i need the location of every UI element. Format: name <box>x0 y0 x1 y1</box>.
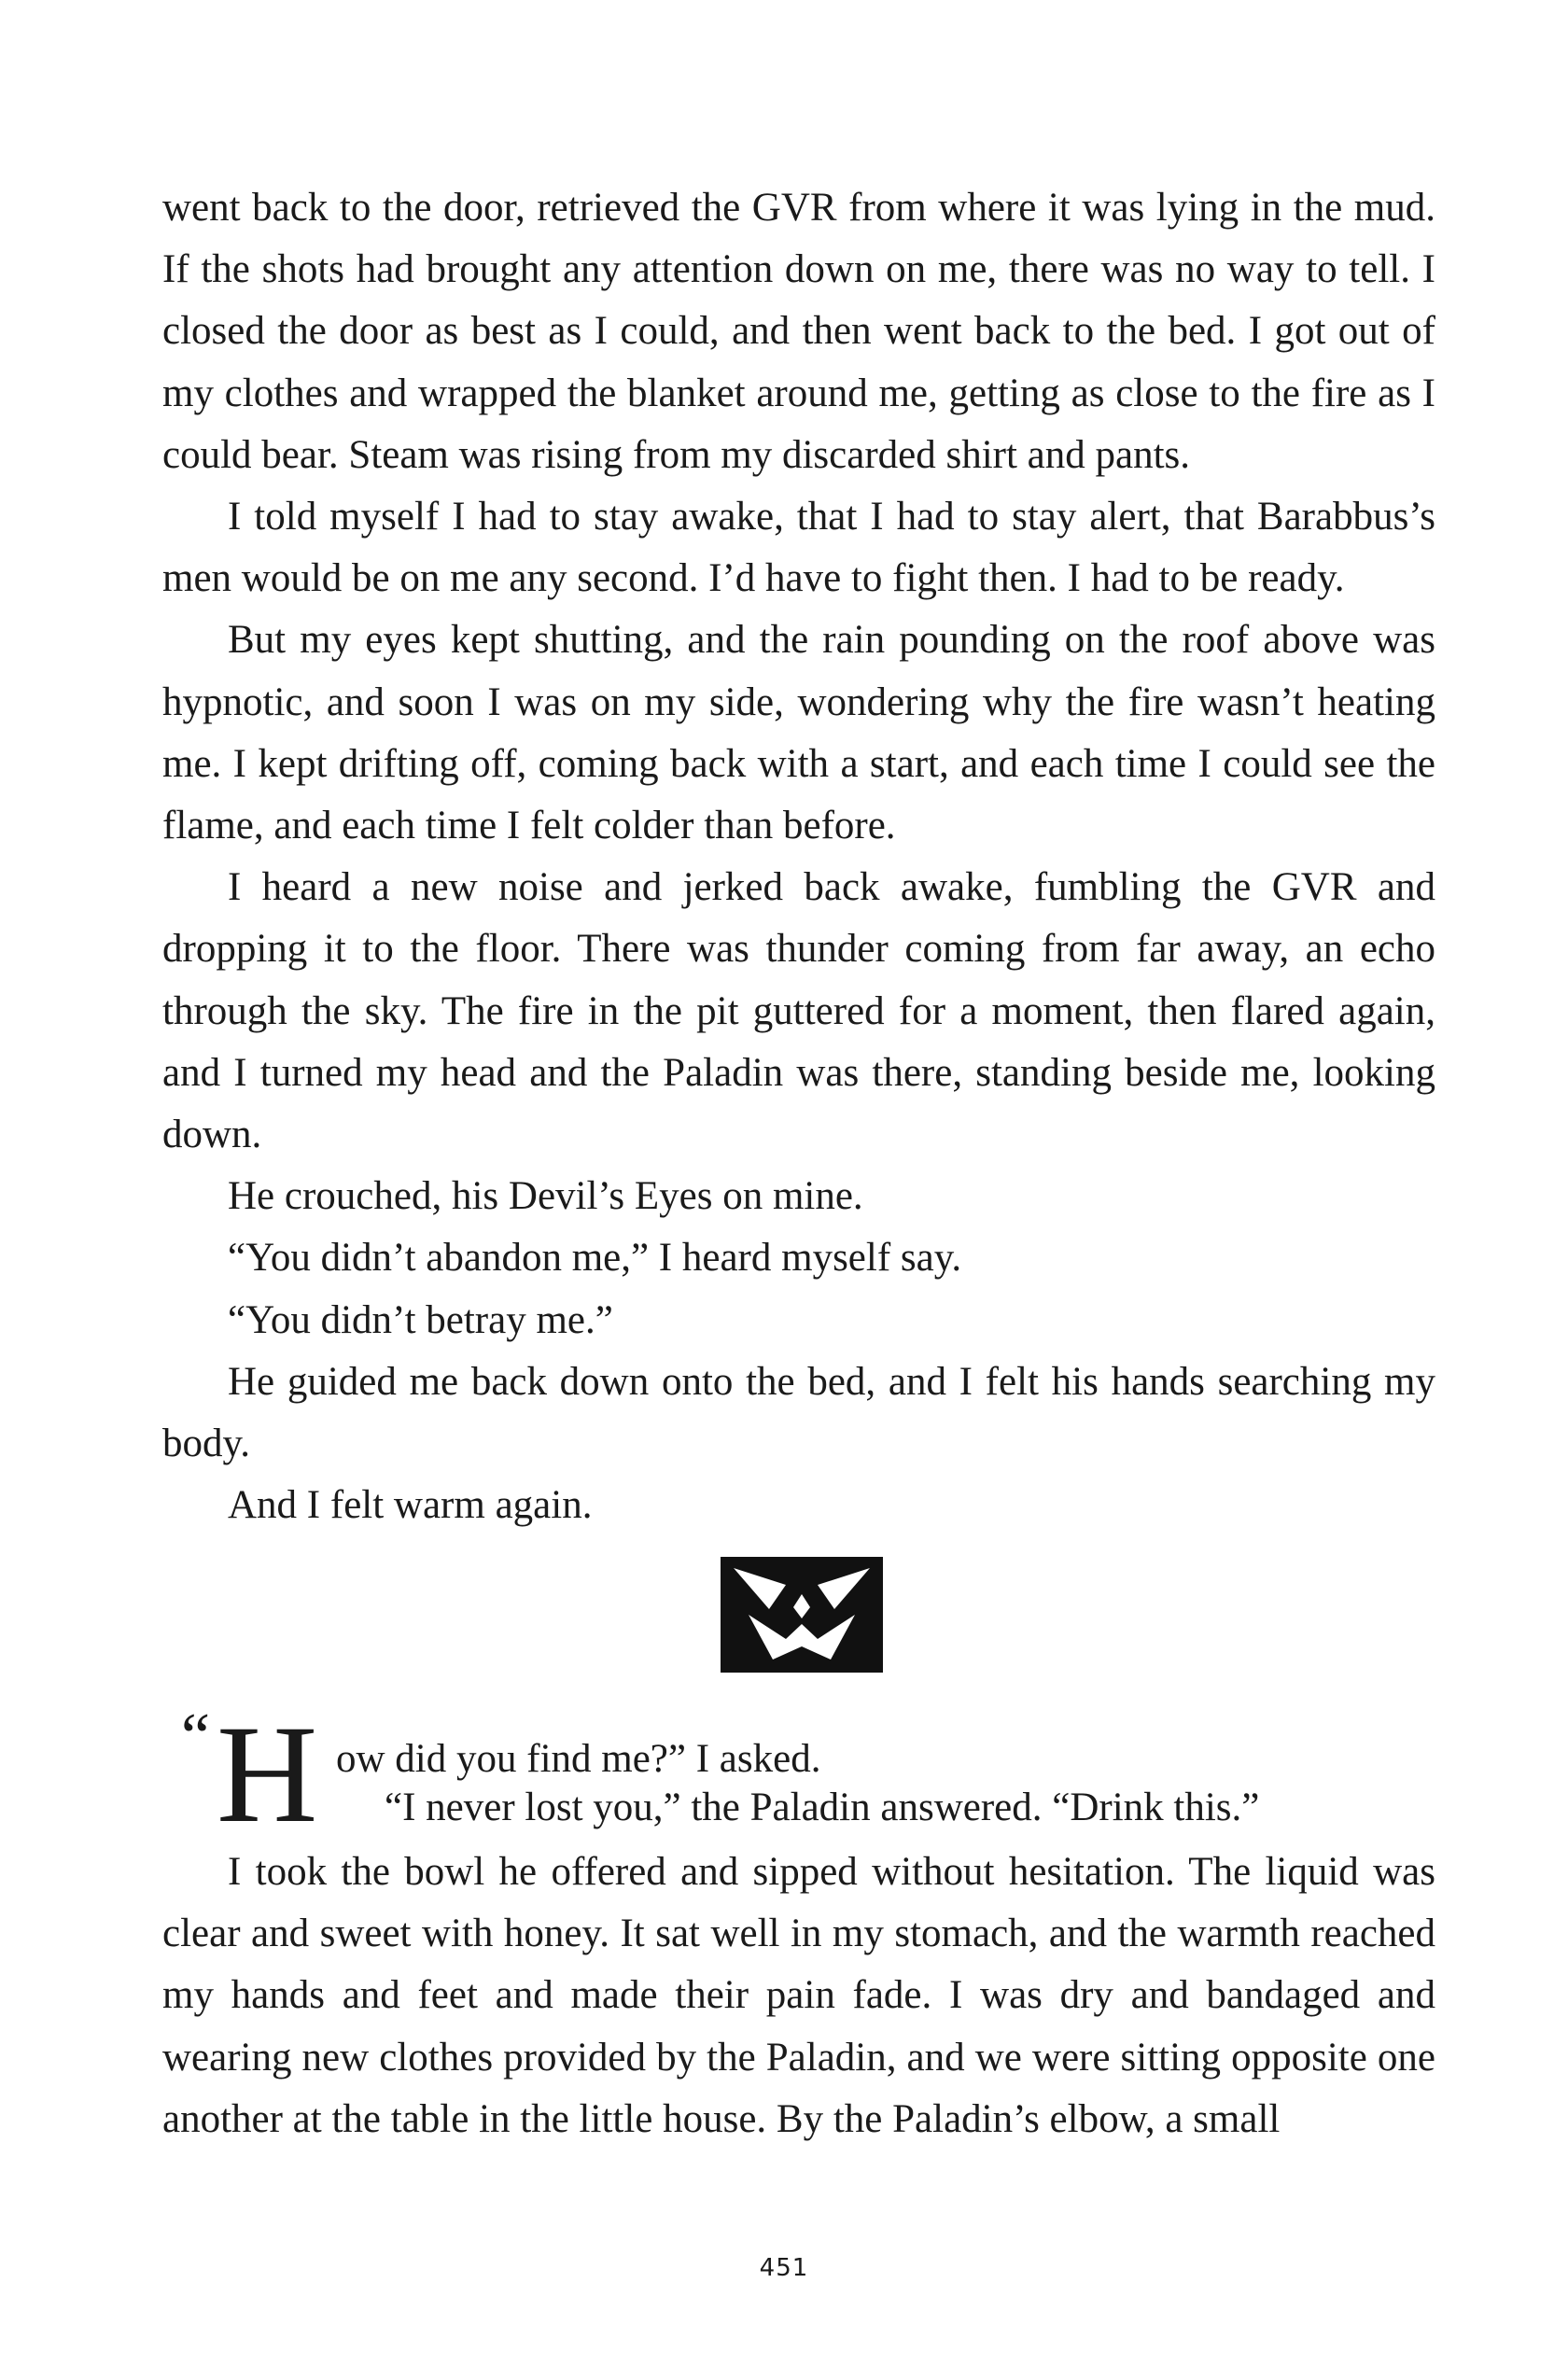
paragraph: He guided me back down onto the bed, and I felt his hands searching my body. <box>162 1359 1435 1466</box>
dropcap-line-2: “I never lost you,” the Paladin answered. “Drink this.” <box>385 1786 1260 1829</box>
paragraph: I heard a new noise and jerked back awake, fumbling the GVR and dropping it to the floor. There was thunder coming from far away, an echo through the sky. The fire in the pit guttered for a moment, then flared again, and I turned my head and the Paladin was there, standing beside me, looking down. <box>162 865 1435 1157</box>
paragraph: He crouched, his Devil’s Eyes on mine. <box>228 1174 863 1219</box>
paragraph: “You didn’t abandon me,” I heard myself say. <box>228 1236 962 1281</box>
dropcap-letter: H <box>217 1697 318 1852</box>
dropcap-open-quote: “ <box>181 1701 211 1772</box>
paragraph: But my eyes kept shutting, and the rain pounding on the roof above was hypnotic, and soon I was on my side, wondering why the fire wasn’t heating me. I kept drifting off, coming back with a start, and each time I could see the flame, and each time I felt colder than before. <box>162 618 1435 848</box>
text-block-bottom <box>162 1842 1435 2150</box>
paragraph: I took the bowl he offered and sipped without hesitation. The liquid was clear and sweet with honey. It sat well in my stomach, and the warmth reached my hands and feet and made their pain fade. I was dry and bandaged and wearing new clothes provided by the Paladin, and we were sitting opposite one another at the table in the little house. By the Paladin’s elbow, a small <box>162 1850 1435 2141</box>
page-number: 451 <box>759 2254 809 2282</box>
text-block-top <box>162 177 1435 1536</box>
paragraph: went back to the door, retrieved the GVR from where it was lying in the mud. If the shots had brought any attention down on me, there was no way to tell. I closed the door as best as I could, and then went back to the bed. I got out of my clothes and wrapped the blanket around me, getting as close to the fire as I could bear. Steam was rising from my discarded shirt and pants. <box>162 186 1435 477</box>
dropcap-paragraph <box>162 1697 1435 1852</box>
dropcap-line-1: ow did you find me?” I asked. <box>336 1737 821 1781</box>
paragraph: I told myself I had to stay awake, that I had to stay alert, that Barabbus’s men would be on me any second. I’d have to fight then. I had to be ready. <box>162 495 1435 601</box>
paragraph: And I felt warm again. <box>228 1483 593 1528</box>
paragraph: “You didn’t betray me.” <box>228 1297 613 1342</box>
devil-eyes-ornament-icon <box>721 1557 883 1673</box>
